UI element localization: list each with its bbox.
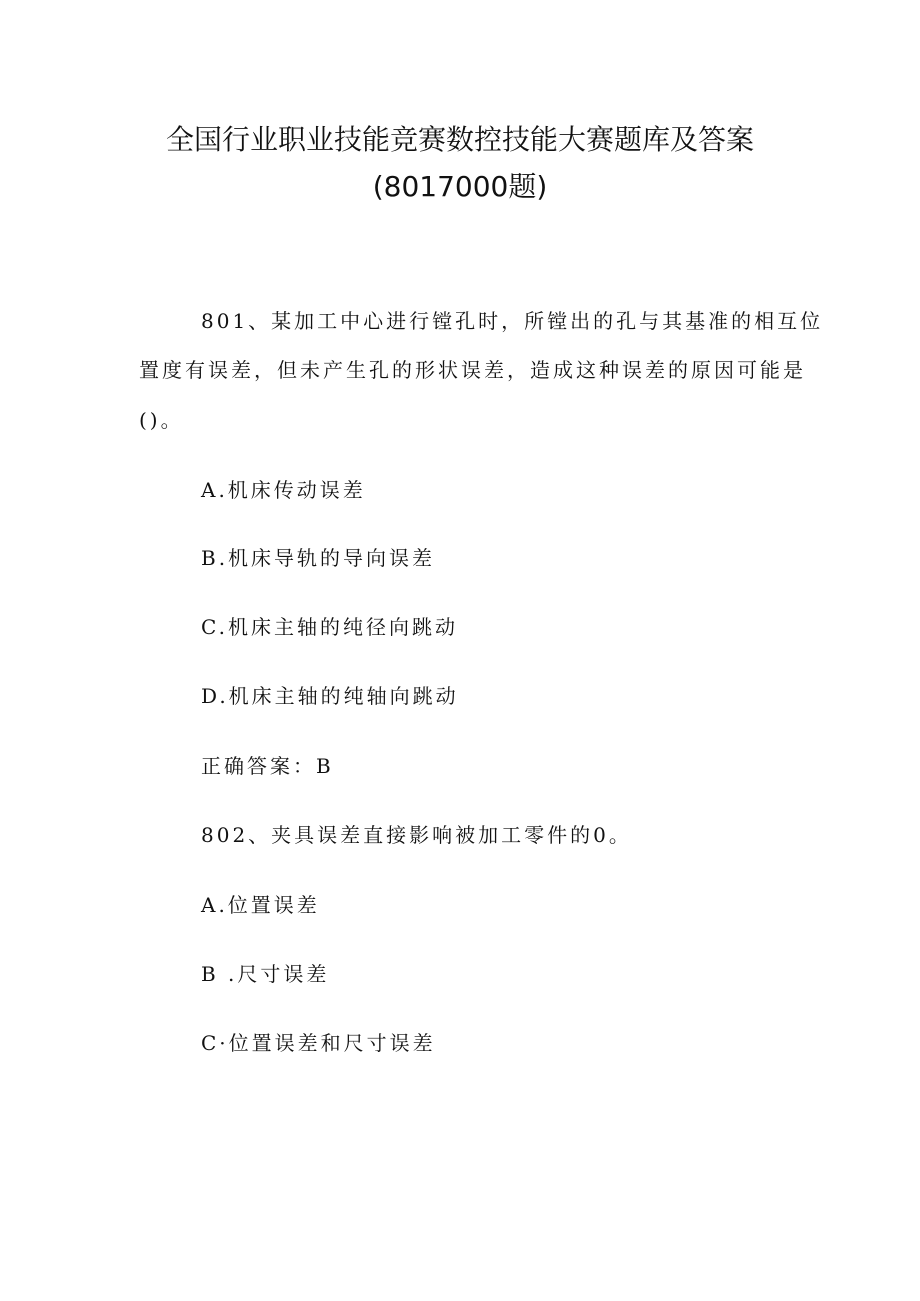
question-802-option-a: A.位置误差 (201, 893, 320, 917)
question-801-option-a: A.机床传动误差 (201, 478, 366, 502)
question-801-option-b: B.机床导轨的导向误差 (201, 546, 436, 570)
question-801-option-d: D.机床主轴的纯轴向跳动 (201, 684, 459, 708)
page-title: 全国行业职业技能竞赛数控技能大赛题库及答案 (165, 123, 754, 156)
question-801-stem-line-3: ()。 (139, 408, 184, 432)
question-801-stem-line-1: 801、某加工中心进行镗孔时，所镗出的孔与其基准的相互位 (201, 309, 824, 333)
question-801-answer: 正确答案：B (201, 754, 334, 778)
page-subtitle: (8017000题) (372, 170, 548, 203)
question-802-option-c: C·位置误差和尺寸误差 (201, 1031, 436, 1055)
question-801-option-c: C.机床主轴的纯径向跳动 (201, 615, 458, 639)
question-802-stem-line-1: 802、夹具误差直接影响被加工零件的0。 (201, 823, 632, 847)
question-802-option-b: B .尺寸误差 (201, 962, 330, 986)
question-801-stem-line-2: 置度有误差，但未产生孔的形状误差，造成这种误差的原因可能是 (139, 358, 806, 382)
